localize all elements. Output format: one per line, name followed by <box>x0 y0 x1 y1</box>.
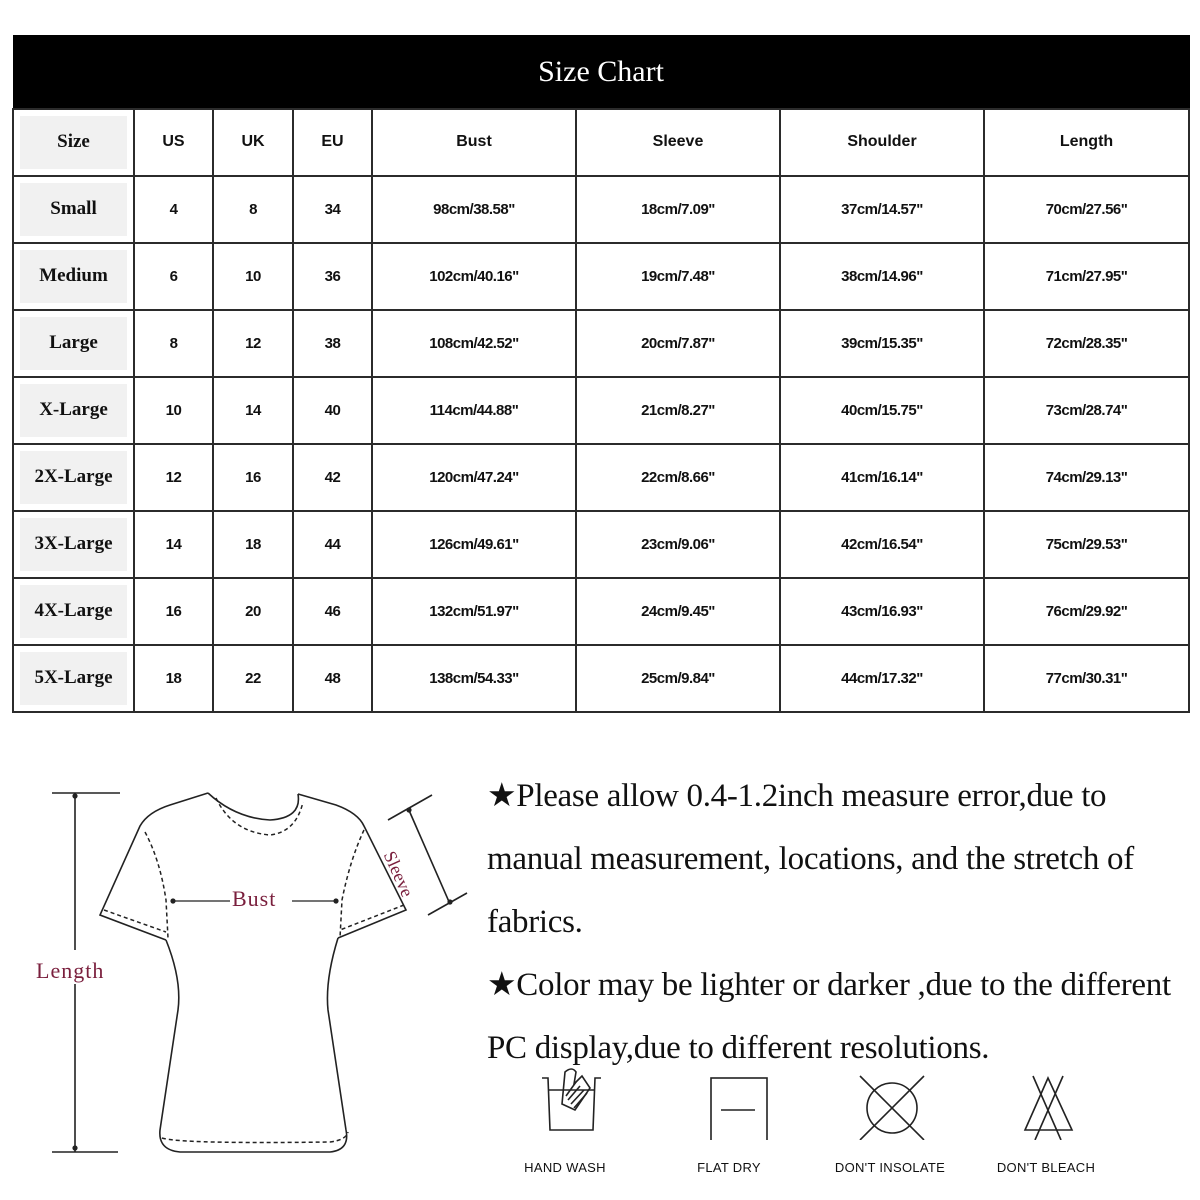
note-measure-error <box>487 765 1197 954</box>
us-cell: 12 <box>134 444 213 511</box>
table-row <box>13 377 1189 444</box>
shoulder-cell: 39cm/15.35" <box>780 310 984 377</box>
bust-cell: 114cm/44.88" <box>372 377 576 444</box>
us-cell: 18 <box>134 645 213 712</box>
length-cell: 70cm/27.56" <box>984 176 1189 243</box>
table-row <box>13 176 1189 243</box>
bust-cell: 126cm/49.61" <box>372 511 576 578</box>
uk-cell: 16 <box>213 444 293 511</box>
eu-cell: 34 <box>293 176 372 243</box>
length-cell: 75cm/29.53" <box>984 511 1189 578</box>
uk-cell: 20 <box>213 578 293 645</box>
eu-cell: 44 <box>293 511 372 578</box>
care-dont-insolate <box>810 1068 970 1175</box>
sleeve-cell: 23cm/9.06" <box>576 511 780 578</box>
header-us: US <box>134 109 213 176</box>
note-text: ★Please allow 0.4-1.2inch measure error,due to manual measurement, locations, and the stretch of fabrics. <box>487 778 1134 940</box>
length-cell: 71cm/27.95" <box>984 243 1189 310</box>
shoulder-cell: 44cm/17.32" <box>780 645 984 712</box>
care-label: DON'T INSOLATE <box>834 1160 946 1175</box>
uk-cell: 12 <box>213 310 293 377</box>
care-label: FLAT DRY <box>697 1160 761 1175</box>
sleeve-cell: 20cm/7.87" <box>576 310 780 377</box>
length-cell: 72cm/28.35" <box>984 310 1189 377</box>
us-cell: 10 <box>134 377 213 444</box>
shoulder-cell: 42cm/16.54" <box>780 511 984 578</box>
header-shoulder: Shoulder <box>780 109 984 176</box>
shoulder-cell: 41cm/16.14" <box>780 444 984 511</box>
bust-cell: 102cm/40.16" <box>372 243 576 310</box>
hand-wash-icon <box>520 1068 610 1140</box>
header-size: Size <box>13 109 134 176</box>
bust-cell: 120cm/47.24" <box>372 444 576 511</box>
size-cell: Small <box>13 176 134 243</box>
sleeve-cell: 19cm/7.48" <box>576 243 780 310</box>
length-cell: 73cm/28.74" <box>984 377 1189 444</box>
dont-insolate-icon <box>845 1068 935 1140</box>
bust-cell: 132cm/51.97" <box>372 578 576 645</box>
care-dont-bleach <box>966 1068 1126 1175</box>
shoulder-cell: 37cm/14.57" <box>780 176 984 243</box>
size-cell: Large <box>13 310 134 377</box>
table-title: Size Chart <box>13 36 1189 109</box>
us-cell: 6 <box>134 243 213 310</box>
header-eu: EU <box>293 109 372 176</box>
table-header-row <box>13 109 1189 176</box>
size-chart-table <box>12 35 1190 713</box>
table-row <box>13 243 1189 310</box>
us-cell: 8 <box>134 310 213 377</box>
length-label: Length <box>36 958 105 983</box>
size-cell: 4X-Large <box>13 578 134 645</box>
table-row <box>13 511 1189 578</box>
flat-dry-icon <box>684 1068 774 1140</box>
eu-cell: 40 <box>293 377 372 444</box>
eu-cell: 48 <box>293 645 372 712</box>
care-hand-wash <box>485 1068 645 1175</box>
tshirt-measurement-diagram <box>20 760 470 1180</box>
bust-cell: 98cm/38.58" <box>372 176 576 243</box>
size-cell: 3X-Large <box>13 511 134 578</box>
note-text: ★Color may be lighter or darker ,due to the different PC display,due to different resolutions. <box>487 967 1171 1066</box>
dont-bleach-icon <box>1001 1068 1091 1140</box>
us-cell: 14 <box>134 511 213 578</box>
length-cell: 74cm/29.13" <box>984 444 1189 511</box>
header-sleeve: Sleeve <box>576 109 780 176</box>
uk-cell: 10 <box>213 243 293 310</box>
shoulder-cell: 38cm/14.96" <box>780 243 984 310</box>
note-color-variance <box>487 954 1197 1080</box>
sleeve-cell: 18cm/7.09" <box>576 176 780 243</box>
bust-cell: 108cm/42.52" <box>372 310 576 377</box>
care-label: DON'T BLEACH <box>996 1160 1096 1175</box>
length-cell: 77cm/30.31" <box>984 645 1189 712</box>
eu-cell: 46 <box>293 578 372 645</box>
uk-cell: 8 <box>213 176 293 243</box>
size-cell: 2X-Large <box>13 444 134 511</box>
header-uk: UK <box>213 109 293 176</box>
table-row <box>13 578 1189 645</box>
table-title-row <box>13 36 1189 109</box>
table-row <box>13 310 1189 377</box>
table-row <box>13 645 1189 712</box>
care-flat-dry <box>649 1068 809 1175</box>
eu-cell: 42 <box>293 444 372 511</box>
bust-label: Bust <box>232 886 277 911</box>
size-cell: X-Large <box>13 377 134 444</box>
notes-section <box>487 765 1197 1080</box>
sleeve-cell: 21cm/8.27" <box>576 377 780 444</box>
uk-cell: 14 <box>213 377 293 444</box>
header-bust: Bust <box>372 109 576 176</box>
sleeve-cell: 25cm/9.84" <box>576 645 780 712</box>
care-instructions <box>500 1068 1140 1200</box>
header-length: Length <box>984 109 1189 176</box>
us-cell: 16 <box>134 578 213 645</box>
length-cell: 76cm/29.92" <box>984 578 1189 645</box>
eu-cell: 38 <box>293 310 372 377</box>
shoulder-cell: 43cm/16.93" <box>780 578 984 645</box>
us-cell: 4 <box>134 176 213 243</box>
sleeve-cell: 22cm/8.66" <box>576 444 780 511</box>
size-cell: Medium <box>13 243 134 310</box>
sleeve-label: Sleeve <box>379 848 418 900</box>
table-row <box>13 444 1189 511</box>
uk-cell: 18 <box>213 511 293 578</box>
care-label: HAND WASH <box>524 1160 606 1175</box>
bust-cell: 138cm/54.33" <box>372 645 576 712</box>
size-cell: 5X-Large <box>13 645 134 712</box>
uk-cell: 22 <box>213 645 293 712</box>
shoulder-cell: 40cm/15.75" <box>780 377 984 444</box>
sleeve-cell: 24cm/9.45" <box>576 578 780 645</box>
eu-cell: 36 <box>293 243 372 310</box>
